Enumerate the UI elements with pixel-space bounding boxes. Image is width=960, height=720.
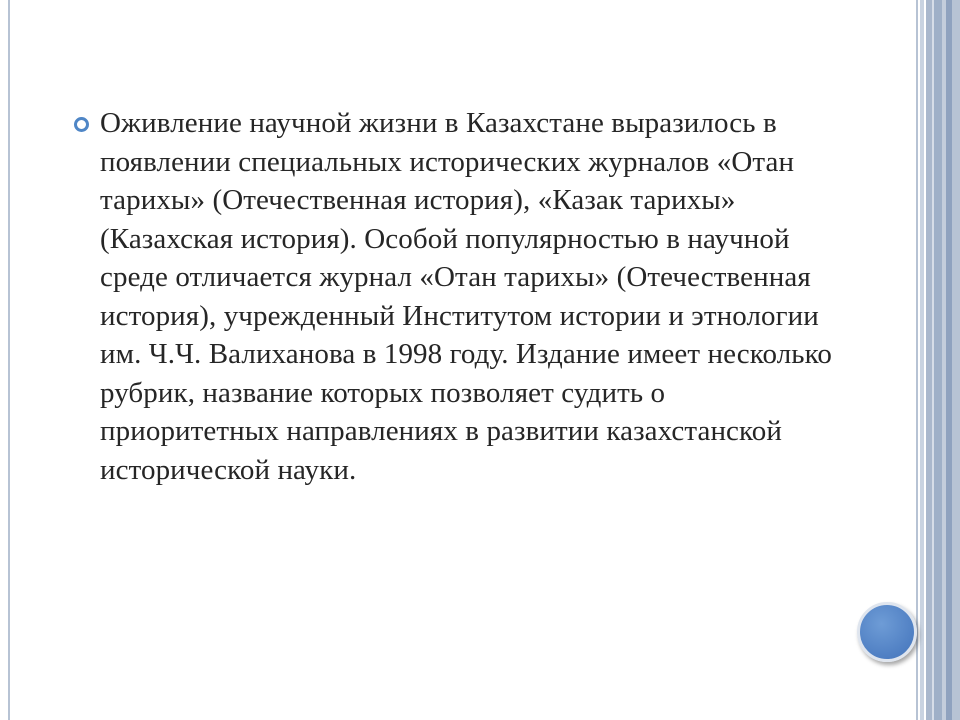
circle-nav-button-icon[interactable] xyxy=(857,602,917,662)
decorative-side-stripes xyxy=(918,0,960,720)
bullet-item xyxy=(70,104,840,489)
slide-content xyxy=(70,104,840,489)
bullet-text: Оживление научной жизни в Казахстане выразилось в появлении специальных исторических журналов «Отан тарихы» (Отечественная история), «Казак тарихы» (Казахская история). Особой популярностью в научной среде отличается журнал «Отан тарихы» (Отечественная история), учрежденный Институтом истории и этнологии им. Ч.Ч. Валиханова в 1998 году. Издание имеет несколько рубрик, название которых позволяет судить о приоритетных направлениях в развитии казахстанской исторической науки. xyxy=(100,107,832,486)
hollow-circle-bullet-icon xyxy=(74,117,89,132)
